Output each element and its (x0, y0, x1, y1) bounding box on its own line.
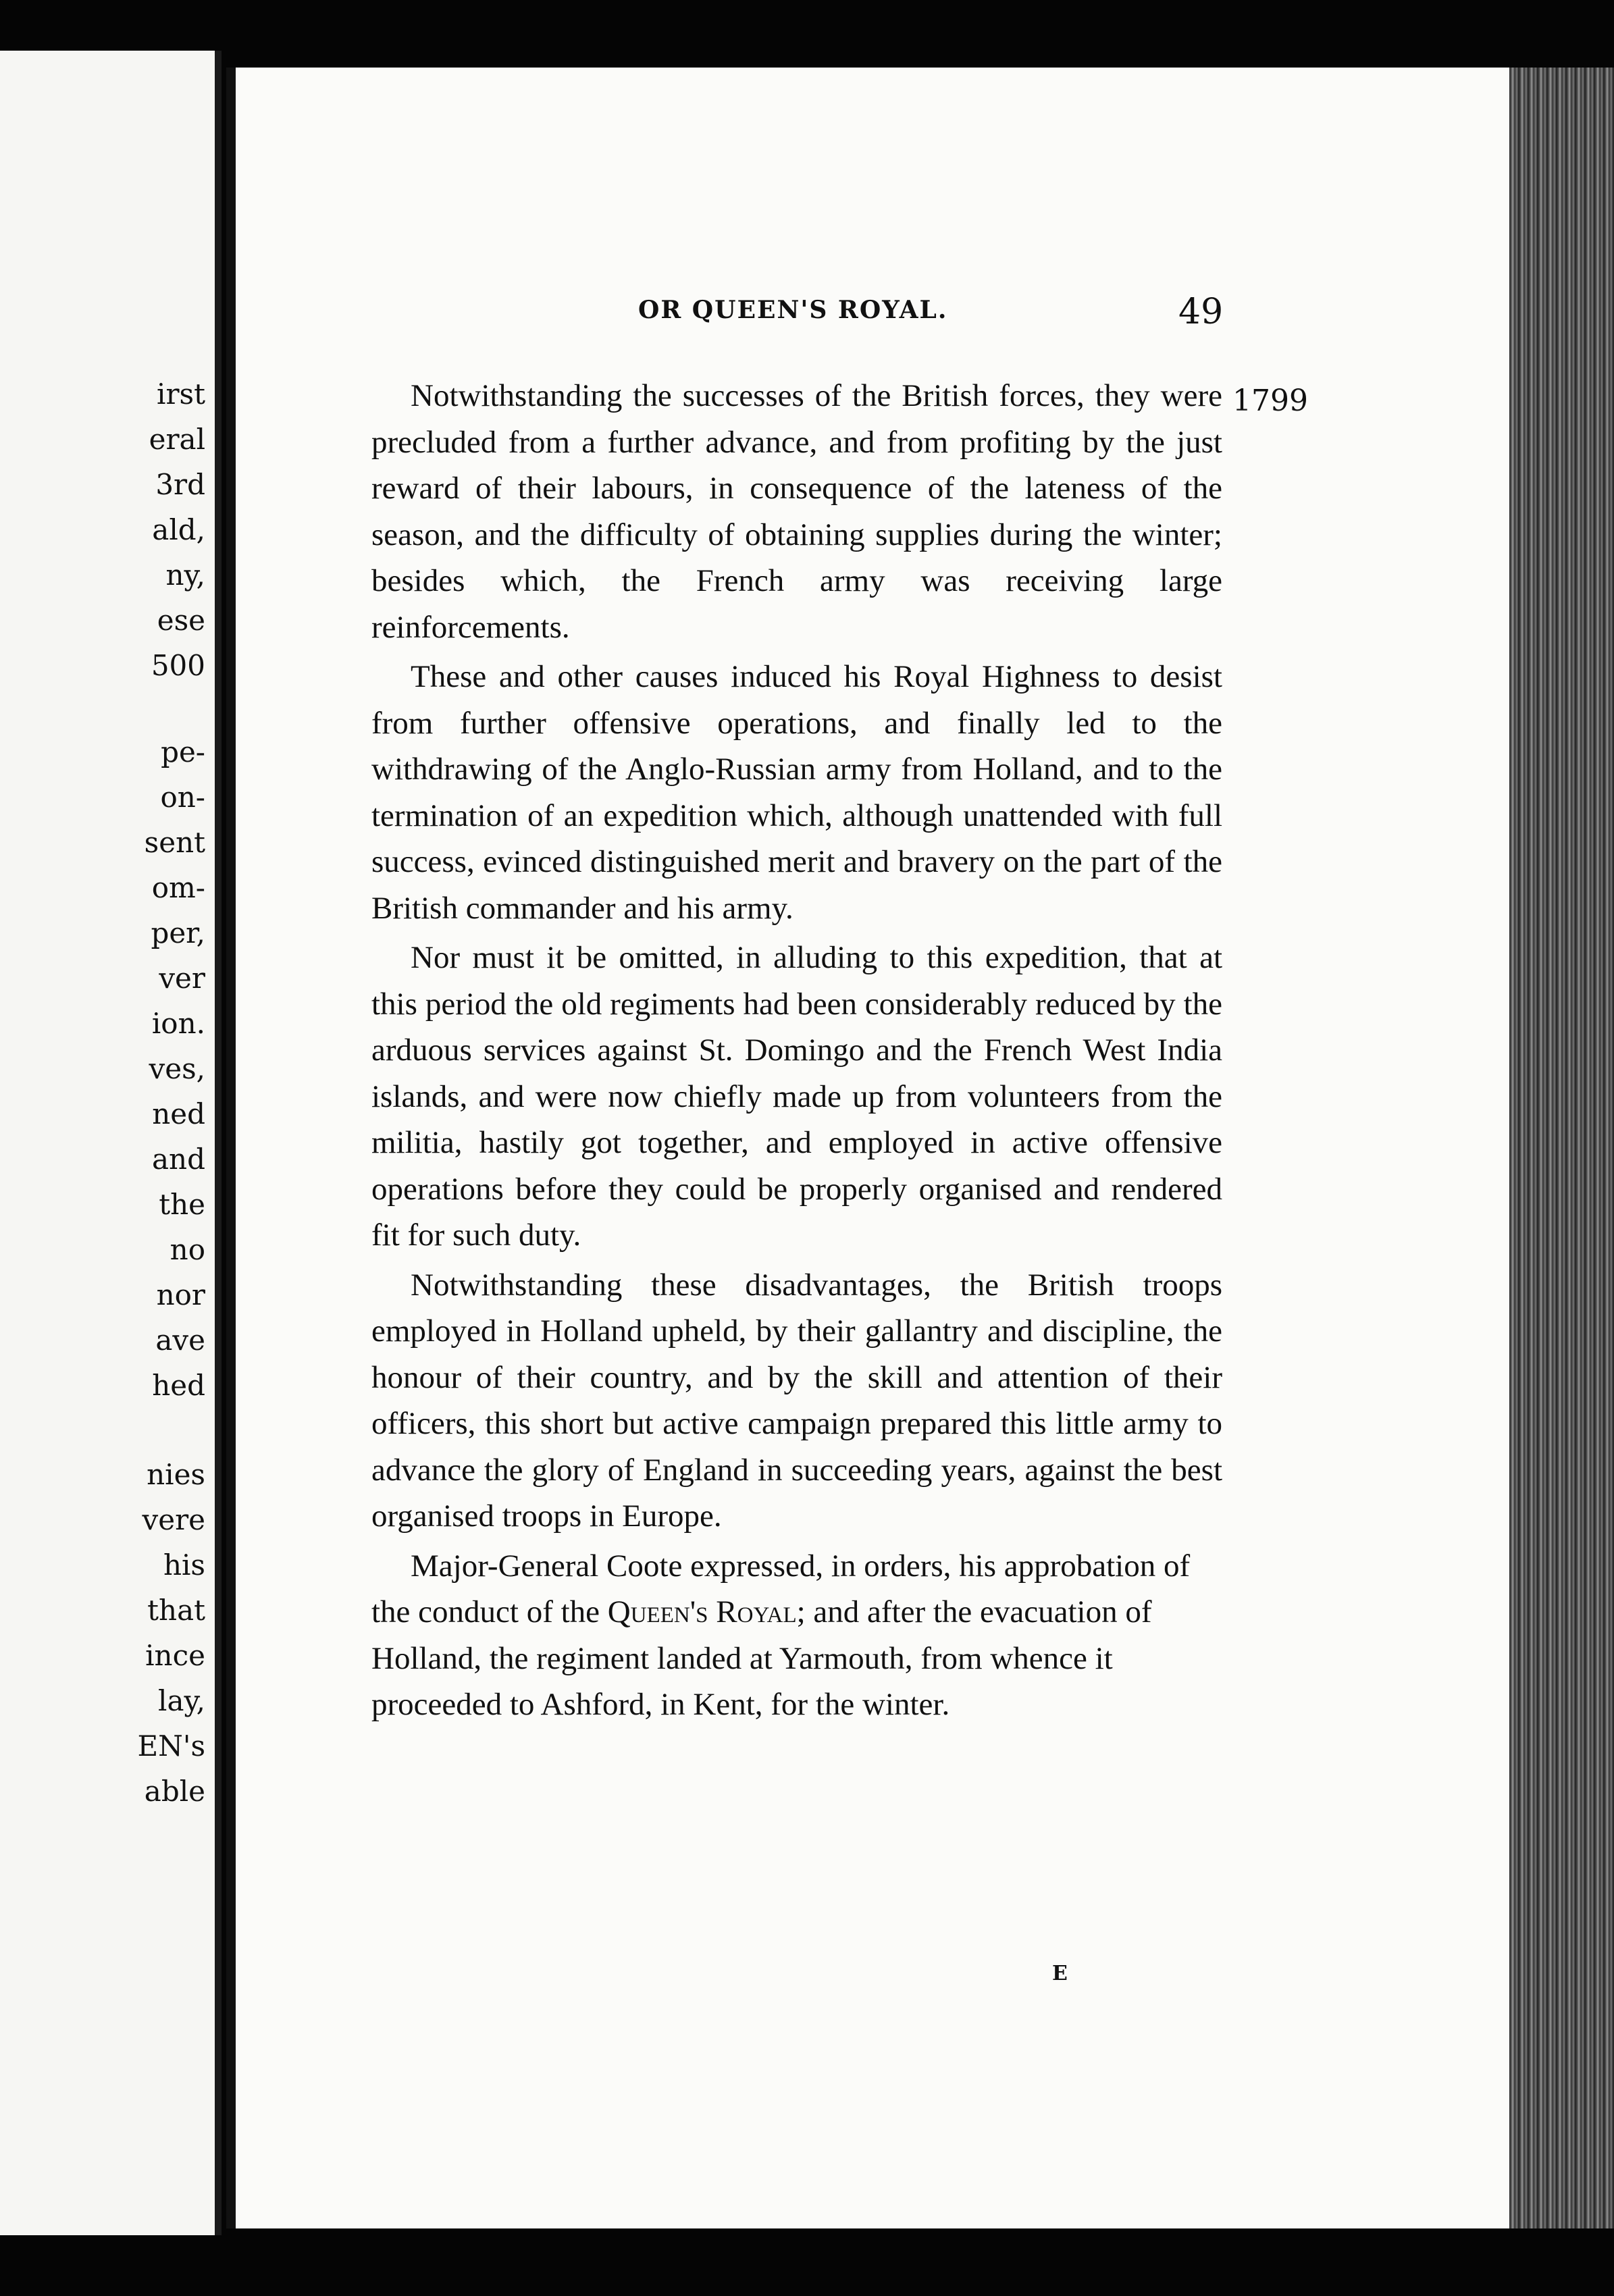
left-page-fragment: able (144, 1775, 205, 1808)
left-page-fragment: no (170, 1233, 205, 1266)
left-page-fragment: nor (156, 1278, 205, 1311)
left-page-fragment: ese (157, 604, 205, 637)
left-page-fragment: irst (157, 377, 205, 411)
paragraph (371, 1543, 1222, 1728)
left-page-fragment: per, (151, 916, 205, 949)
left-page-fragment: sent (144, 826, 205, 859)
left-facing-page (0, 51, 222, 2235)
left-page-fragment: on- (160, 781, 205, 814)
paragraph: Nor must it be omitted, in alluding to this expedition, that at this period the old regiments had been considerably reduced by the arduous services against St. Domingo and the French West India islands, and were now chiefly made up from volunteers from the militia, hastily got together, and employed in active offensive operations before they could be properly organised and rendered fit for such duty. (371, 940, 1222, 1253)
body-text (371, 373, 1222, 1731)
paragraph: Notwithstanding the successes of the British forces, they were precluded from a further advance, and from profiting by the just reward of their labours, in consequence of the lateness of the season, and the difficulty of obtaining supplies during the winter; besides which, the French army was receiving large reinforcements. (371, 378, 1222, 645)
left-page-fragment: his (163, 1548, 205, 1582)
left-page-fragment: ince (145, 1639, 205, 1672)
left-page-fragment: EN's (137, 1729, 205, 1763)
left-page-fragment: om- (151, 871, 205, 904)
left-page-fragment: ned (152, 1097, 205, 1130)
left-page-fragment: ald, (152, 513, 205, 546)
left-page-fragment: ver (159, 962, 205, 995)
left-page-fragment: ves, (149, 1052, 205, 1085)
margin-year: 1799 (1232, 384, 1308, 418)
left-page-fragment: 500 (151, 649, 205, 682)
left-page-fragment: eral (149, 423, 205, 456)
left-page-fragment: the (159, 1188, 205, 1221)
left-page-fragment: that (147, 1594, 205, 1627)
running-head: OR QUEEN'S ROYAL. (638, 296, 948, 324)
page-edge-stack (1509, 68, 1614, 2228)
left-page-fragment: lay, (158, 1684, 205, 1717)
paragraph: Notwithstanding these disadvantages, the British troops employed in Holland upheld, by their gallantry and discipline, the honour of their country, and by the skill and attention of their officers, this short but active campaign prepared this little army to advance the glory of England in succeeding years, against the best organised troops in Europe. (371, 1267, 1222, 1534)
left-page-fragment: and (152, 1143, 205, 1176)
paragraph-text: ; and after the evacuation of Holland, the regiment landed at Yarmouth, from whence it proceeded to Ashford, in Kent, for the winter. (371, 1594, 1152, 1722)
paragraph: These and other causes induced his Royal Highness to desist from further offensive operations, and finally led to the withdrawing of the Anglo-Russian army from Holland, and to the termination of an expedition which, although unattended with full success, evinced distinguished merit and bravery on the part of the British commander and his army. (371, 659, 1222, 926)
page-number: 49 (1178, 292, 1224, 332)
left-page-fragment: ion. (151, 1007, 205, 1040)
left-page-fragment: nies (147, 1458, 205, 1491)
regiment-name: Queen's Royal (607, 1594, 797, 1629)
left-page-fragment: 3rd (155, 468, 205, 501)
left-page-fragment: hed (152, 1369, 205, 1402)
left-page-fragment: pe- (161, 735, 205, 768)
left-page-fragment: vere (142, 1503, 205, 1536)
left-page-fragment: ave (155, 1324, 205, 1357)
signature-mark: E (1052, 1962, 1068, 1985)
paragraph-text: Major-General Coote expressed, in orders, his approbation of the conduct of the (371, 1548, 1191, 1629)
left-page-fragment: ny, (165, 558, 205, 592)
